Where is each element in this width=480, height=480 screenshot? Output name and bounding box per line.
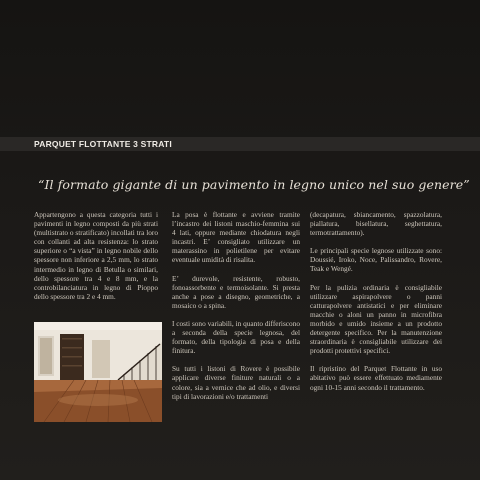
paragraph: Il ripristino del Parquet Flottante in uso abitativo può essere effettuato mediamente ogni 10-15 anni secondo il trattamento.	[310, 364, 442, 392]
paragraph: Appartengono a questa categoria tutti i pavimenti in legno composti da più strati (multistrato o stratificato) incollati tra loro con collanti ad alta resistenza: lo strato superiore o “a vista” in legno nobile dello spessore non inferiore a 2,5 mm, lo strato intermedio in legno di Betulla o similari, dello spessore tra 4 e 8 mm, e la controbilanciatura in legno di Pioppo dello spessore tra 2 e 4 mm.	[34, 210, 158, 301]
tagline-quote: “Il formato gigante di un pavimento in legno unico nel suo genere”	[38, 177, 470, 192]
paragraph: (decapatura, sbiancamento, spazzolatura, piallatura, bisellatura, seghettatura, termotrattamento).	[310, 210, 442, 238]
section-title: PARQUET FLOTTANTE 3 STRATI	[34, 139, 172, 149]
interior-photo	[34, 322, 162, 422]
text-column-3	[310, 210, 442, 401]
paragraph: Le principali specie legnose utilizzate sono: Doussié, Iroko, Noce, Palissandro, Rovere, Teak e Wengé.	[310, 246, 442, 274]
paragraph: I costi sono variabili, in quanto differiscono a seconda della specie legnosa, del formato, della tipologia di posa e della finitura.	[172, 318, 300, 356]
paragraph: Su tutti i listoni di Rovere è possibile applicare diverse finiture naturali o a colore, sia a vernice che ad olio, e diversi tipi di lavorazioni e/o trattamenti	[172, 364, 300, 401]
text-column-2	[172, 210, 300, 410]
interior-photo-illustration	[34, 322, 162, 422]
text-column-1	[34, 210, 158, 310]
paragraph: E’ durevole, resistente, robusto, fonoassorbente e termoisolante. Si presta anche a pose a disegno, geometriche, a mosaico o a spina.	[172, 273, 300, 310]
paragraph: Per la pulizia ordinaria è consigliabile utilizzare aspirapolvere o panni catturapolvere antistatici e per eliminare macchie o aloni un panno in microfibra morbido e umido insieme a un prodotto detergente specifico. Per la manutenzione straordinaria è consigliabile utilizzare dei prodotti protettivi specifici.	[310, 282, 442, 356]
paragraph: La posa è flottante e avviene tramite l’incastro dei listoni maschio-femmina sui 4 lati, oppure mediante chiodatura negli incastri. E’ consigliato utilizzare un materassino in polietilene per evitare eventuale umidità di risalita.	[172, 210, 300, 265]
